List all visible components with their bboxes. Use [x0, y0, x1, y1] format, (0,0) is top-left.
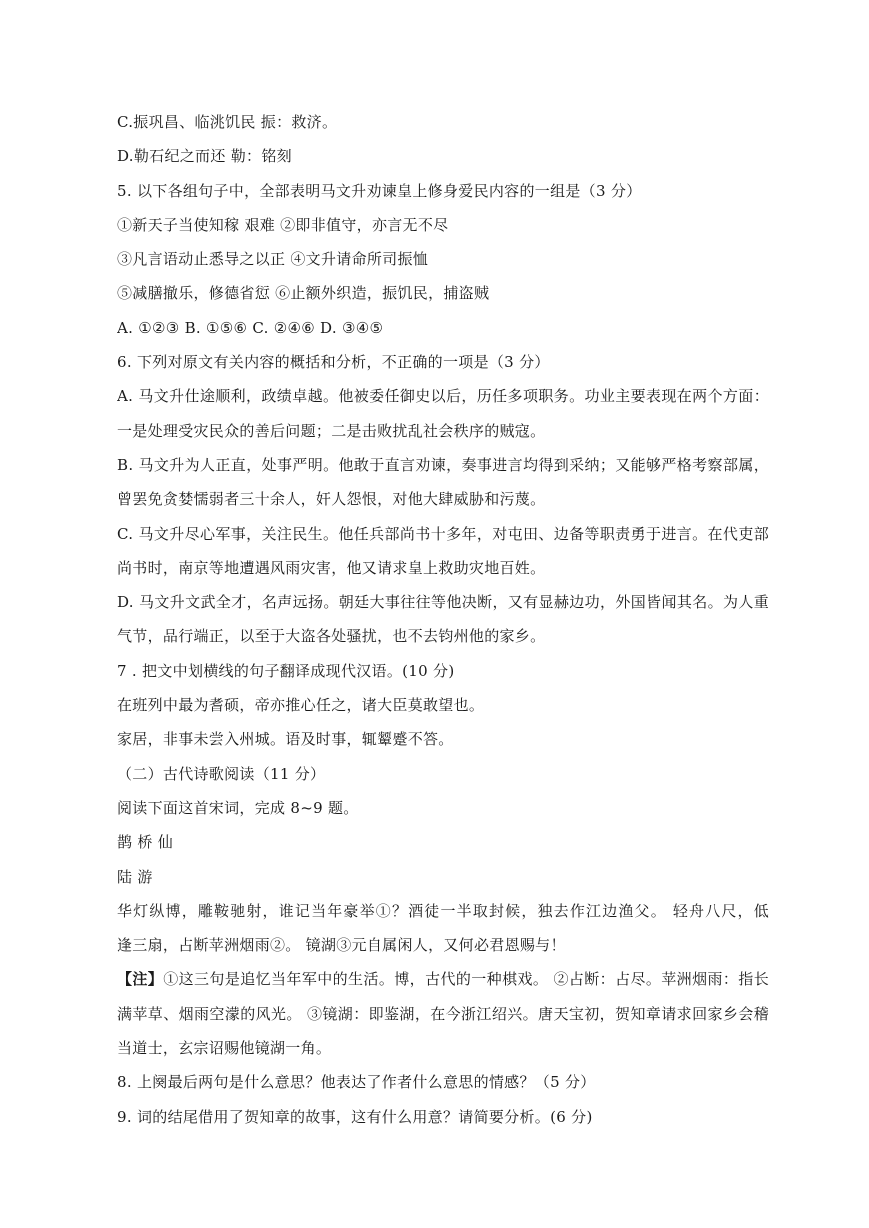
poem-body: 华灯纵博，雕鞍驰射，谁记当年豪举①？酒徒一半取封候，独去作江边渔父。 轻舟八尺，低 — [117, 901, 769, 920]
text-line: 一是处理受灾民众的善后问题；二是击败扰乱社会秩序的贼寇。 — [117, 421, 546, 440]
note-marker: 【注】 — [117, 970, 164, 989]
poem-author: 陆 游 — [117, 867, 153, 886]
translation-sentence-2: 家居，非事未尝入州城。语及时事，辄颦蹙不答。 — [117, 730, 454, 749]
question-9-stem: 9. 词的结尾借用了贺知章的故事，这有什么用意？请简要分析。(6 分) — [117, 1107, 593, 1126]
poem-note: 满苹草、烟雨空濛的风光。 ③镜湖：即鉴湖，在今浙江绍兴。唐天宝初，贺知章请求回家乡会稽 — [117, 1004, 769, 1023]
question-6-option-a: A. 马文升仕途顺利，政绩卓越。他被委任御史以后，历任多项职务。功业主要表现在两个方面： — [117, 387, 769, 406]
text-line: D.勒石纪之而还 勒：铭刻 — [117, 147, 292, 166]
text-line: 曾罢免贪婪懦弱者三十余人，奸人怨恨，对他大肆威胁和污蔑。 — [117, 490, 546, 509]
text-line: 尚书时，南京等地遭遇风雨灾害，他又请求皇上救助灾地百姓。 — [117, 558, 546, 577]
section-heading: （二）古代诗歌阅读（11 分） — [117, 764, 326, 783]
question-7-stem: 7 . 把文中划横线的句子翻译成现代汉语。(10 分) — [117, 661, 455, 680]
reading-instruction: 阅读下面这首宋词，完成 8~9 题。 — [117, 798, 359, 817]
question-5-options: A. ①②③ B. ①⑤⑥ C. ②④⑥ D. ③④⑤ — [117, 318, 384, 337]
poem-note: 【注】①这三句是追忆当年军中的生活。博，古代的一种棋戏。 ②占断：占尽。苹洲烟雨：指长 — [117, 970, 769, 989]
text-line: ③凡言语动止悉导之以正 ④文升请命所司振恤 — [117, 250, 429, 269]
question-6-option-c: C. 马文升尽心军事，关注民生。他任兵部尚书十多年，对屯田、边备等职责勇于进言。在代吏部 — [117, 524, 769, 543]
text-line: C.振巩昌、临洮饥民 振：救济。 — [117, 113, 338, 131]
question-6-option-d: D. 马文升文武全才，名声远扬。朝廷大事往往等他决断，又有显赫边功，外国皆闻其名。为人重 — [117, 593, 769, 612]
question-6-option-b: B. 马文升为人正直，处事严明。他敢于直言劝谏，奏事进言均得到采纳；又能够严格考察部属， — [117, 455, 769, 474]
poem-title: 鹊 桥 仙 — [117, 833, 174, 852]
text-line: 气节，品行端正，以至于大盗各处骚扰，也不去钧州他的家乡。 — [117, 627, 546, 646]
question-6-stem: 6. 下列对原文有关内容的概括和分析，不正确的一项是（3 分） — [117, 353, 550, 372]
text-line: ①新天子当使知稼 艰难 ②即非值守，亦言无不尽 — [117, 215, 449, 234]
translation-sentence-1: 在班列中最为耆硕，帝亦推心任之，诸大臣莫敢望也。 — [117, 696, 485, 715]
question-8-stem: 8. 上阕最后两句是什么意思？他表达了作者什么意思的情感？（5 分） — [117, 1073, 596, 1092]
poem-body: 逢三扇，占断苹洲烟雨②。 镜湖③元自属闲人，又何必君恩赐与！ — [117, 936, 566, 955]
question-5-stem: 5. 以下各组句子中，全部表明马文升劝谏皇上修身爱民内容的一组是（3 分） — [117, 181, 642, 200]
poem-note: 当道士，玄宗诏赐他镜湖一角。 — [117, 1039, 332, 1058]
document-page — [117, 105, 769, 1134]
text-line: ⑤减膳撤乐，修德省愆 ⑥止额外织造，振饥民，捕盗贼 — [117, 284, 490, 303]
